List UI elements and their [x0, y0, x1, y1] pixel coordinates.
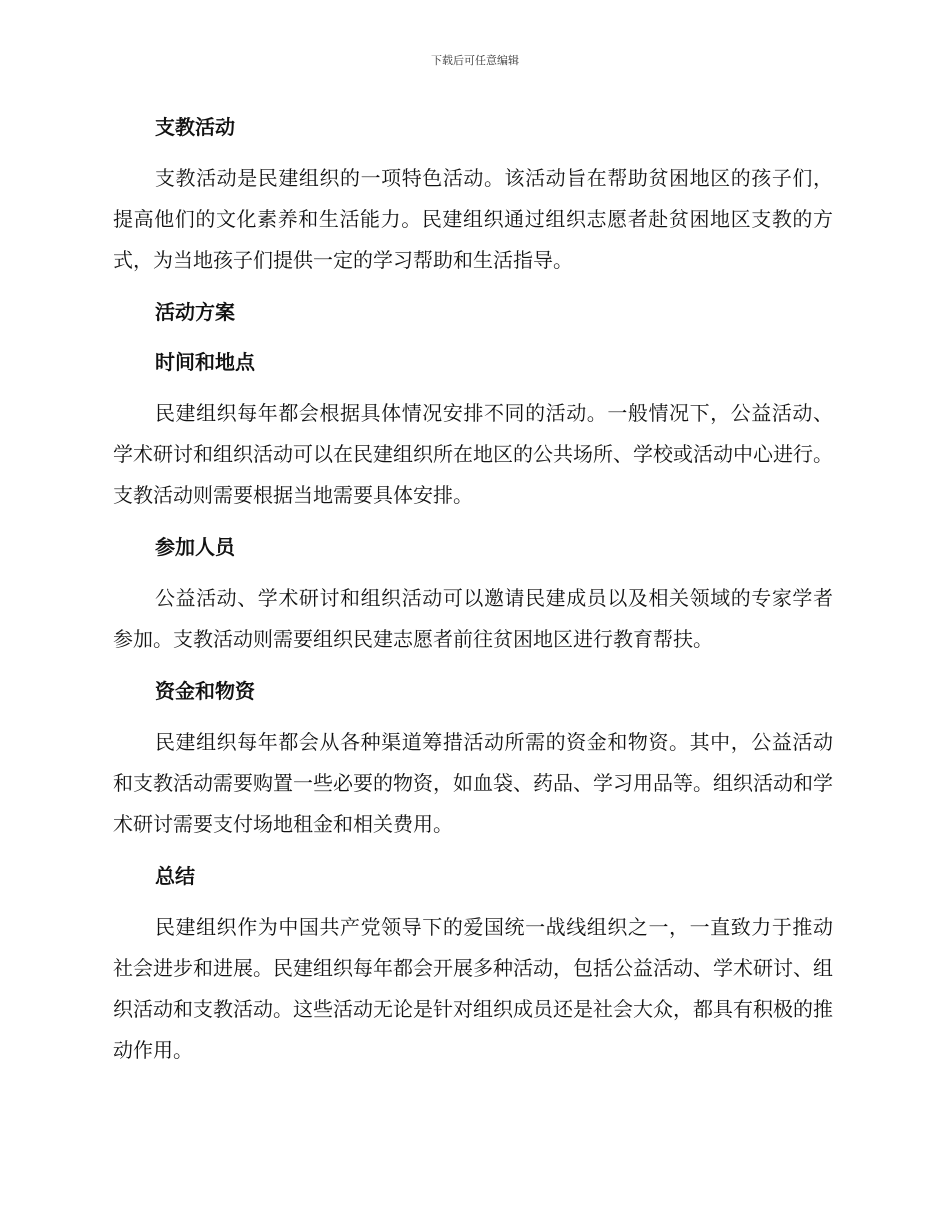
- header-note: 下载后可任意编辑: [431, 54, 519, 67]
- section-heading-participants: 参加人员: [155, 535, 235, 559]
- section-heading-time-place: 时间和地点: [155, 350, 255, 374]
- section-paragraph-participants: 公益活动、学术研讨和组织活动可以邀请民建成员以及相关领域的专家学者参加。支教活动则需要组织民建志愿者前往贫困地区进行教育帮扶。: [113, 586, 833, 651]
- section-paragraph-funds: 民建组织每年都会从各种渠道筹措活动所需的资金和物资。其中，公益活动和支教活动需要购置一些必要的物资，如血袋、药品、学习用品等。组织活动和学术研讨需要支付场地租金和相关费用。: [113, 730, 833, 836]
- section-paragraph-time-place: 民建组织每年都会根据具体情况安排不同的活动。一般情况下，公益活动、学术研讨和组织活动可以在民建组织所在地区的公共场所、学校或活动中心进行。支教活动则需要根据当地需要具体安排。: [113, 401, 833, 507]
- section-heading-summary: 总结: [155, 864, 195, 888]
- section-heading-funds: 资金和物资: [155, 679, 255, 703]
- section-paragraph-teaching: 支教活动是民建组织的一项特色活动。该活动旨在帮助贫困地区的孩子们，提高他们的文化素养和生活能力。民建组织通过组织志愿者赴贫困地区支教的方式，为当地孩子们提供一定的学习帮助和生活指导。: [113, 166, 833, 272]
- document-body: [113, 108, 833, 1083]
- section-heading-teaching: 支教活动: [155, 115, 235, 139]
- section-heading-plan: 活动方案: [155, 300, 235, 324]
- section-paragraph-summary: 民建组织作为中国共产党领导下的爱国统一战线组织之一，一直致力于推动社会进步和进展。民建组织每年都会开展多种活动，包括公益活动、学术研讨、组织活动和支教活动。这些活动无论是针对组织成员还是社会大众，都具有积极的推动作用。: [113, 915, 833, 1062]
